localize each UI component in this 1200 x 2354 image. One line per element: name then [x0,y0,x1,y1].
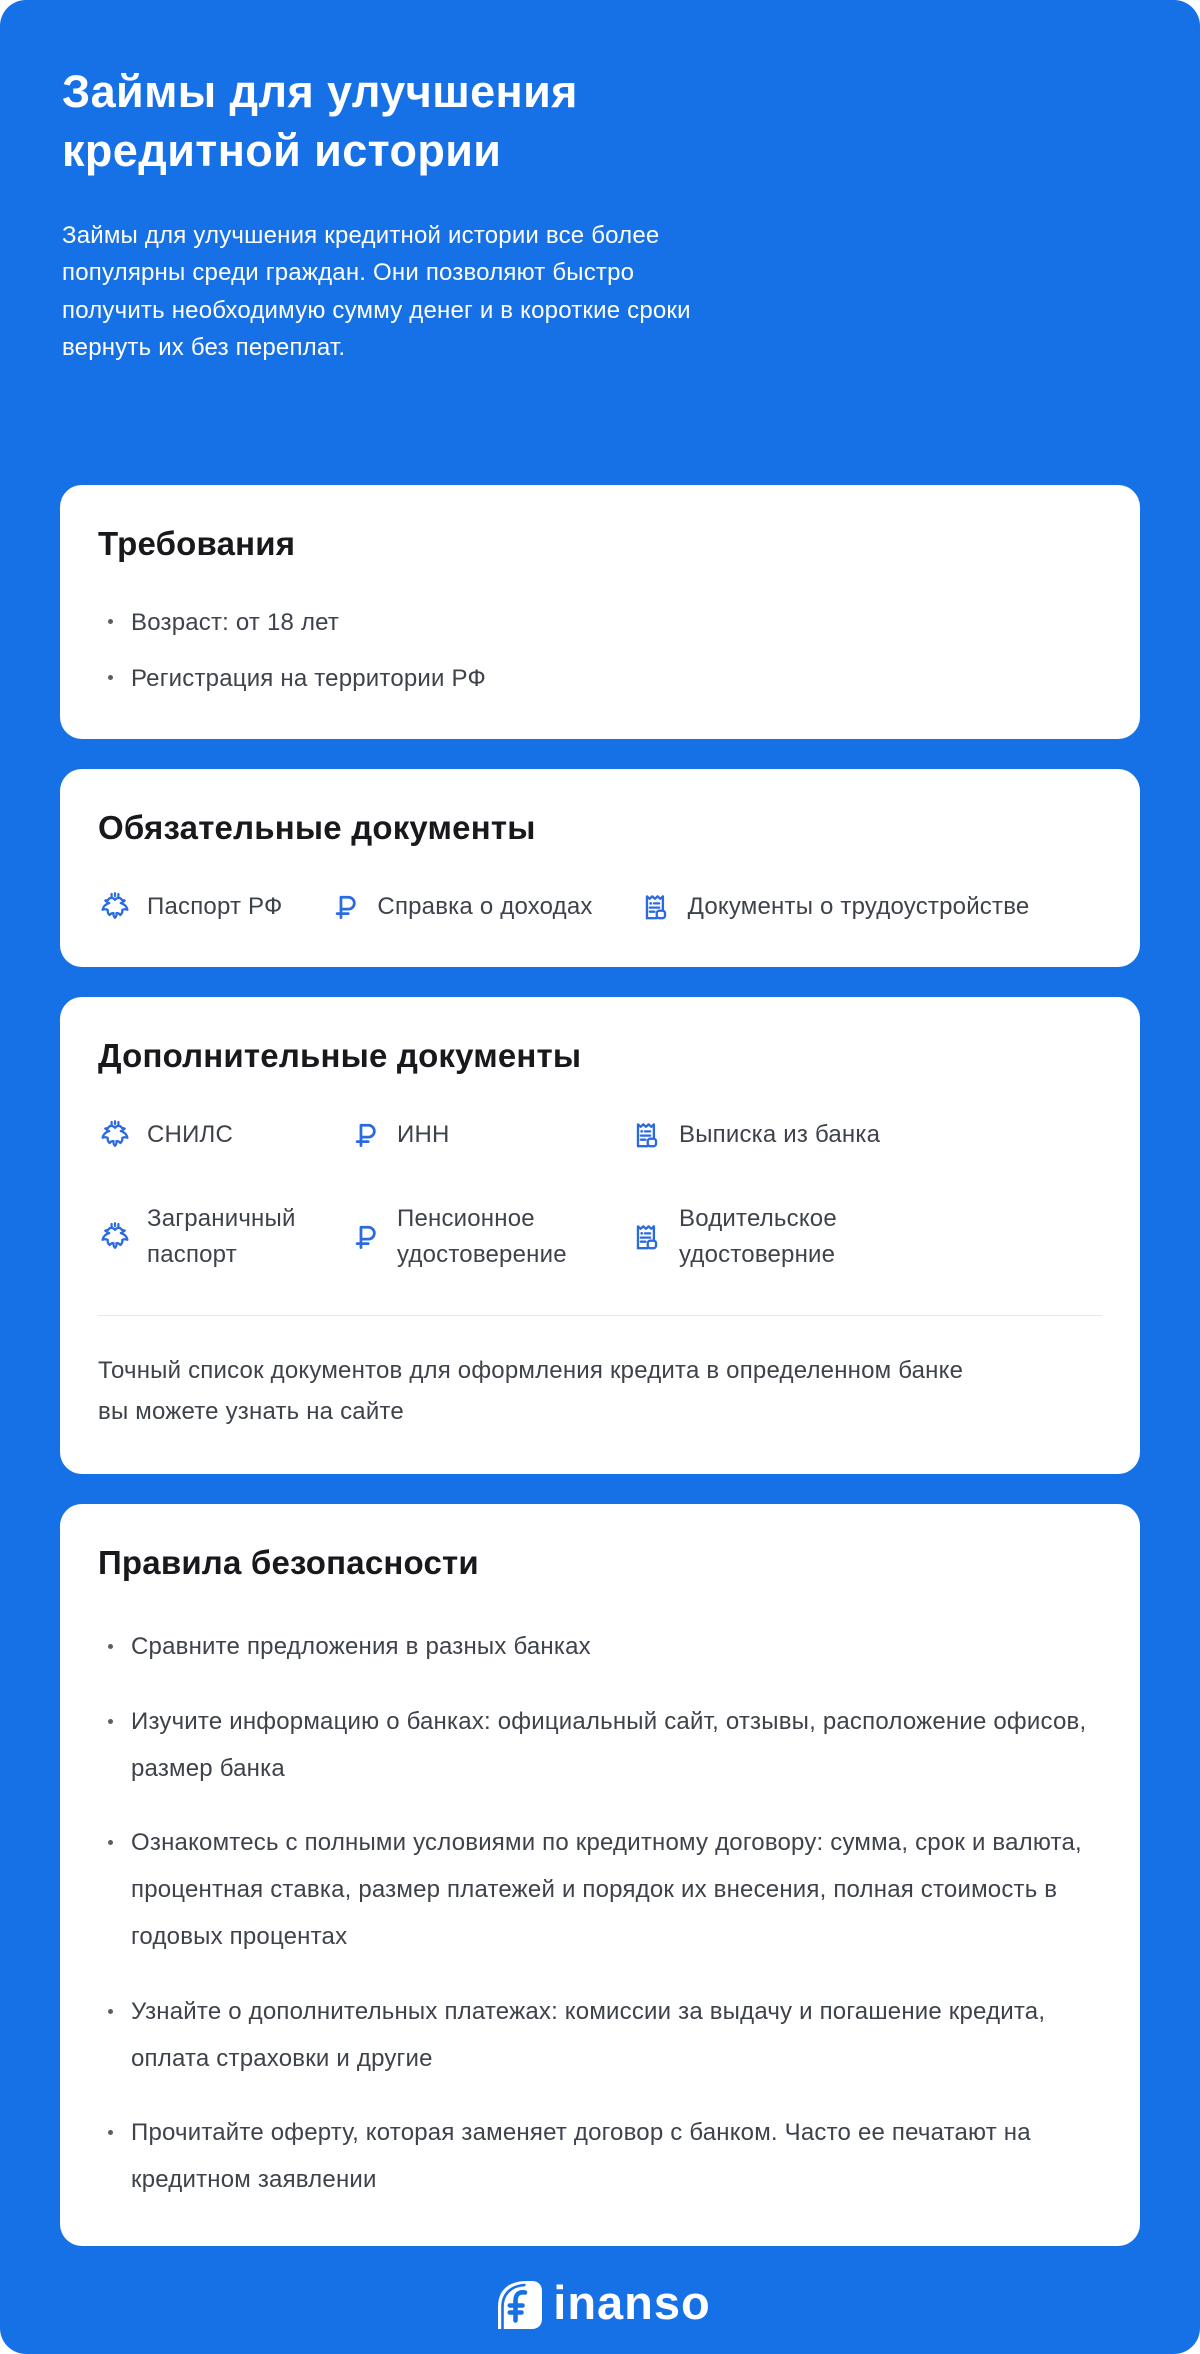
bullet-dot-icon [108,2130,113,2135]
documents-note: Точный список документов для оформления кредита в определенном банке вы можете узнать на сайте [98,1356,964,1425]
safety-rules-card [60,1504,1140,2246]
list-item-text: Сравните предложения в разных банках [131,1633,591,1661]
finanso-logo-icon [489,2276,545,2332]
bullet-dot-icon [108,675,113,680]
list-item [108,1699,1093,1793]
list-item [108,2110,1093,2204]
document-item [630,1117,1102,1153]
list-item-text: Возраст: от 18 лет [131,608,340,636]
receipt-icon [630,1118,664,1152]
document-label: Документы о трудоустройстве [687,892,1030,920]
receipt-icon [639,890,673,924]
requirements-title: Требования [98,524,296,562]
page-footer [0,2276,1200,2332]
document-item [348,1201,630,1273]
receipt-icon [630,1220,664,1254]
document-item [98,1117,348,1153]
requirements-list [98,605,1102,697]
list-item [108,661,1102,697]
document-item [328,889,592,925]
list-item [108,1820,1093,1960]
document-label: ИНН [397,1120,450,1148]
document-label: Пенсионное удостоверение [397,1204,567,1268]
ruble-sign-icon [348,1220,382,1254]
required-documents-card [60,769,1140,967]
document-item [98,1201,348,1273]
document-item [639,889,1030,925]
additional-documents-title: Дополнительные документы [98,1036,582,1074]
coat-of-arms-icon [98,1118,132,1152]
required-documents-row [98,889,1102,925]
safety-rules-title: Правила безопасности [98,1544,479,1582]
additional-documents-card [60,997,1140,1475]
coat-of-arms-icon [98,890,132,924]
ruble-sign-icon [328,890,362,924]
list-item [108,1989,1093,2083]
page-title: Займы для улучшения кредитной истории [62,66,578,177]
document-label: Водительское удостоверние [679,1204,837,1268]
requirements-card [60,485,1140,739]
list-item [108,1624,1093,1671]
additional-documents-grid [98,1117,1102,1273]
ruble-sign-icon [348,1118,382,1152]
safety-rules-list [98,1624,1102,2204]
document-label: Заграничный паспорт [147,1204,296,1268]
intro-paragraph: Займы для улучшения кредитной истории все более популярны среди граждан. Они позволяют быстро получить необходимую сумму денег и в короткие сроки вернуть их без переплат. [62,221,691,362]
list-item-text: Прочитайте оферту, которая заменяет договор с банком. Часто ее печатают на кредитном заявлении [131,2119,1031,2194]
document-item [98,889,282,925]
bullet-dot-icon [108,2009,113,2014]
bullet-dot-icon [108,619,113,624]
coat-of-arms-icon [98,1220,132,1254]
finanso-wordmark: inanso [553,2275,711,2329]
list-item-text: Изучите информацию о банках: официальный сайт, отзывы, расположение офисов, размер банка [131,1707,1087,1782]
divider [98,1315,1102,1316]
bullet-dot-icon [108,1719,113,1724]
document-label: СНИЛС [147,1120,233,1148]
document-label: Паспорт РФ [147,892,283,920]
list-item-text: Регистрация на территории РФ [131,664,486,692]
document-label: Выписка из банка [679,1120,881,1148]
list-item-text: Узнайте о дополнительных платежах: комиссии за выдачу и погашение кредита, оплата страховки и другие [131,1997,1046,2072]
required-documents-title: Обязательные документы [98,808,536,846]
document-item [630,1201,1102,1273]
document-label: Справка о доходах [377,892,593,920]
list-item [108,605,1102,641]
list-item-text: Ознакомтесь с полными условиями по кредитному договору: сумма, срок и валюта, процентная ставка, размер платежей и порядок их внесения, полная стоимость в годовых процентах [131,1829,1082,1951]
document-item [348,1117,630,1153]
bullet-dot-icon [108,1840,113,1845]
page-header [0,62,1200,367]
bullet-dot-icon [108,1644,113,1649]
